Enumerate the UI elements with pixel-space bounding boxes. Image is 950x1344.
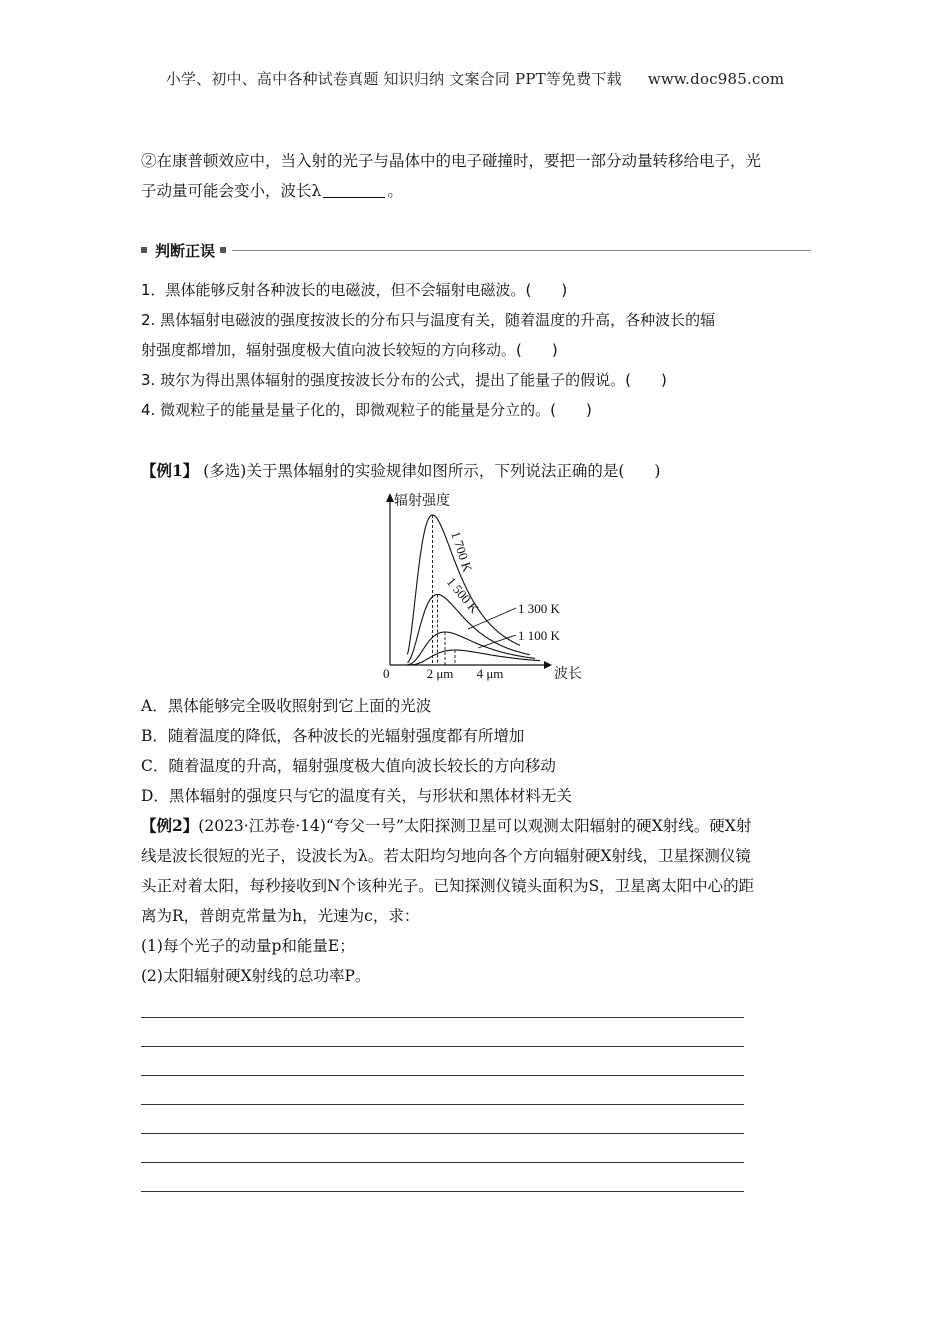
example2-tag: 【例2】 <box>141 816 199 835</box>
intro-line-1: ②在康普顿效应中，当入射的光子与晶体中的电子碰撞时，要把一部分动量转移给电子，光 <box>141 152 762 170</box>
answer-line[interactable] <box>141 1017 744 1018</box>
option-c[interactable]: C．随着温度的升高，辐射强度极大值向波长较长的方向移动 <box>141 757 556 775</box>
answer-line[interactable] <box>141 1191 744 1192</box>
series-label: 1 300 K <box>518 601 560 616</box>
y-axis-arrow-icon <box>386 493 394 502</box>
header-text: 小学、初中、高中各种试卷真题 知识归纳 文案合同 PPT等免费下载 <box>165 70 622 88</box>
square-bullet-icon <box>220 247 226 253</box>
x-tick-label: 4 μm <box>476 666 504 681</box>
y-axis-label: 辐射强度 <box>394 494 450 509</box>
judge-item-2: 2. 黑体辐射电磁波的强度按波长的分布只与温度有关，随着温度的升高，各种波长的辐 射强度都增加，辐射强度极大值向波长较短的方向移动。( ) <box>141 311 716 359</box>
judge-item-1: 1．黑体能够反射各种波长的电磁波，但不会辐射电磁波。( ) <box>141 281 568 299</box>
intro-line-2: 子动量可能会变小，波长λ 。 <box>141 182 403 200</box>
series-label: 1 500 K <box>443 574 483 617</box>
answer-line[interactable] <box>141 1162 744 1163</box>
example1-stem: 【例1】 (多选)关于黑体辐射的实验规律如图所示，下列说法正确的是( ) <box>141 461 661 480</box>
section-label: 判断正误 <box>155 241 216 260</box>
option-d[interactable]: D．黑体辐射的强度只与它的温度有关，与形状和黑体材料无关 <box>141 787 572 805</box>
divider <box>232 250 811 251</box>
example2-block: 【例2】(2023·江苏卷·14)“夸父一号”太阳探测卫星可以观测太阳辐射的硬X射线。硬X射 线是波长很短的光子，设波长为λ。若太阳均匀地向各个方向辐射硬X射线，卫星探测仪镜 头正对着太阳，每秒接收到N个该种光子。已知探测仪镜头面积为S，卫星离太阳中心的距 离为R，普朗克常量为h，光速为c，求： (1)每个光子的动量p和能量E； (2)太阳辐射硬X射线的总功率P。 <box>141 816 755 985</box>
x-axis-label: 波长 <box>554 667 582 682</box>
intro-paragraph <box>141 146 811 206</box>
series-label: 1 700 K <box>448 529 476 574</box>
judge-item-3: 3. 玻尔为得出黑体辐射的强度按波长分布的公式，提出了能量子的假说。( ) <box>141 371 667 389</box>
option-a[interactable]: A．黑体能够完全吸收照射到它上面的光波 <box>141 697 432 715</box>
header-site[interactable]: www.doc985.com <box>647 70 785 88</box>
answer-line[interactable] <box>141 1133 744 1134</box>
example1-tag: 【例1】 <box>141 461 199 480</box>
judge-item-4: 4. 微观粒子的能量是量子化的，即微观粒子的能量是分立的。( ) <box>141 401 592 419</box>
fill-blank[interactable] <box>323 181 385 198</box>
section-judge-title <box>141 240 811 260</box>
page-header <box>0 68 950 89</box>
answer-line[interactable] <box>141 1104 744 1105</box>
series-leader <box>478 635 516 648</box>
x-tick-label: 2 μm <box>426 666 454 681</box>
blackbody-chart <box>368 488 582 686</box>
square-bullet-icon <box>141 247 147 253</box>
answer-line[interactable] <box>141 1075 744 1076</box>
option-b[interactable]: B．随着温度的降低，各种波长的光辐射强度都有所增加 <box>141 727 525 745</box>
answer-line[interactable] <box>141 1046 744 1047</box>
x-axis-arrow-icon <box>544 661 552 669</box>
series-label: 1 100 K <box>518 628 560 643</box>
origin-label: 0 <box>383 666 390 681</box>
